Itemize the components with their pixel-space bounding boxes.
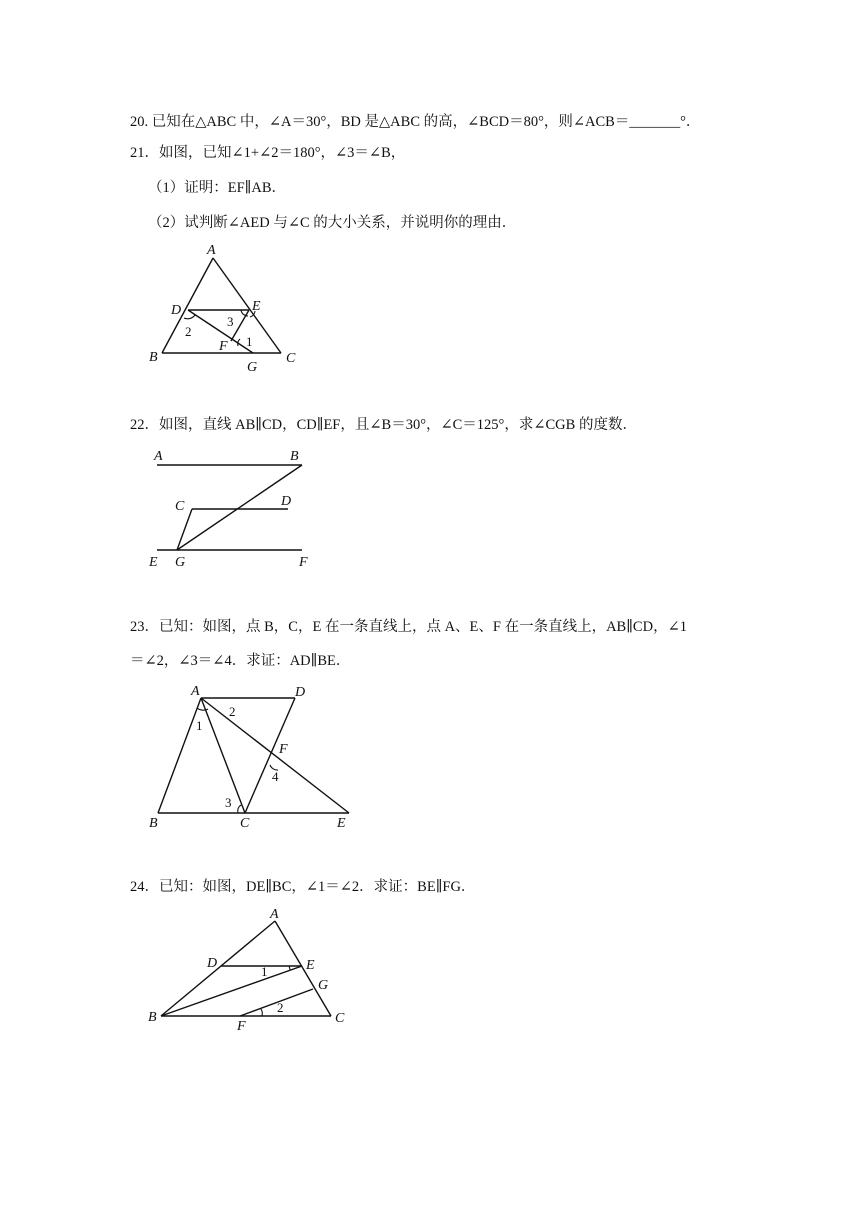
figure-24 <box>140 903 360 1038</box>
label-G: G <box>247 360 258 375</box>
seg-AB <box>161 921 275 1016</box>
label-F: F <box>279 742 288 757</box>
label-angle-2: 2 <box>229 704 236 719</box>
label-C: C <box>286 351 296 366</box>
seg-CG <box>177 509 192 550</box>
label-angle-1: 1 <box>196 718 203 733</box>
seg-AB <box>158 698 201 813</box>
label-D: D <box>281 494 292 509</box>
label-C: C <box>335 1011 345 1026</box>
label-G: G <box>175 555 186 570</box>
label-F: F <box>299 555 308 570</box>
angle-arc-2 <box>184 315 195 319</box>
label-D: D <box>171 303 182 318</box>
angle-arc-1 <box>197 708 208 710</box>
question-21-part-1: （1）证明：EF∥AB． <box>148 180 287 196</box>
question-22: 22．如图，直线 AB∥CD，CD∥EF，且∠B＝30°，∠C＝125°，求∠CGB 的度数． <box>130 417 637 433</box>
question-24: 24．已知：如图，DE∥BC，∠1＝∠2．求证：BE∥FG． <box>130 879 476 895</box>
label-A: A <box>207 243 216 258</box>
figure-23 <box>140 678 370 833</box>
label-angle-1: 1 <box>261 964 268 979</box>
figure-21 <box>140 240 310 375</box>
label-B: B <box>148 1010 157 1025</box>
label-angle-4: 4 <box>272 769 279 784</box>
angle-arc-3 <box>238 805 241 813</box>
label-E: E <box>149 555 158 570</box>
label-angle-3: 3 <box>225 795 232 810</box>
question-20: 20. 已知在△ABC 中，∠A＝30°，BD 是△ABC 的高，∠BCD＝80°，则∠ACB＝_______°． <box>130 114 701 130</box>
label-D: D <box>295 685 306 700</box>
label-A: A <box>191 684 200 699</box>
figure-22 <box>140 444 330 574</box>
angle-arc-2 <box>261 1009 262 1016</box>
question-23-line-1: 23．已知：如图，点 B，C，E 在一条直线上，点 A、E、F 在一条直线上，AB∥CD，∠1 <box>130 619 687 635</box>
label-B: B <box>290 449 299 464</box>
label-E: E <box>306 958 315 973</box>
label-D: D <box>207 956 218 971</box>
label-A: A <box>270 907 279 922</box>
label-F: F <box>219 339 228 354</box>
label-F: F <box>237 1019 246 1034</box>
label-C: C <box>175 499 185 514</box>
label-A: A <box>154 449 163 464</box>
question-23-line-2: ＝∠2，∠3＝∠4．求证：AD∥BE． <box>130 653 351 669</box>
label-E: E <box>337 816 346 831</box>
label-B: B <box>149 816 158 831</box>
question-21-part-2: （2）试判断∠AED 与∠C 的大小关系，并说明你的理由． <box>148 215 517 231</box>
label-G: G <box>318 978 329 993</box>
label-E: E <box>252 299 261 314</box>
label-angle-2: 2 <box>185 324 192 339</box>
label-angle-3: 3 <box>227 314 234 329</box>
label-angle-1: 1 <box>246 334 253 349</box>
label-C: C <box>240 816 250 831</box>
question-21-stem: 21．如图，已知∠1+∠2＝180°，∠3＝∠B， <box>130 145 406 161</box>
label-angle-2: 2 <box>277 1000 284 1015</box>
label-B: B <box>149 350 158 365</box>
